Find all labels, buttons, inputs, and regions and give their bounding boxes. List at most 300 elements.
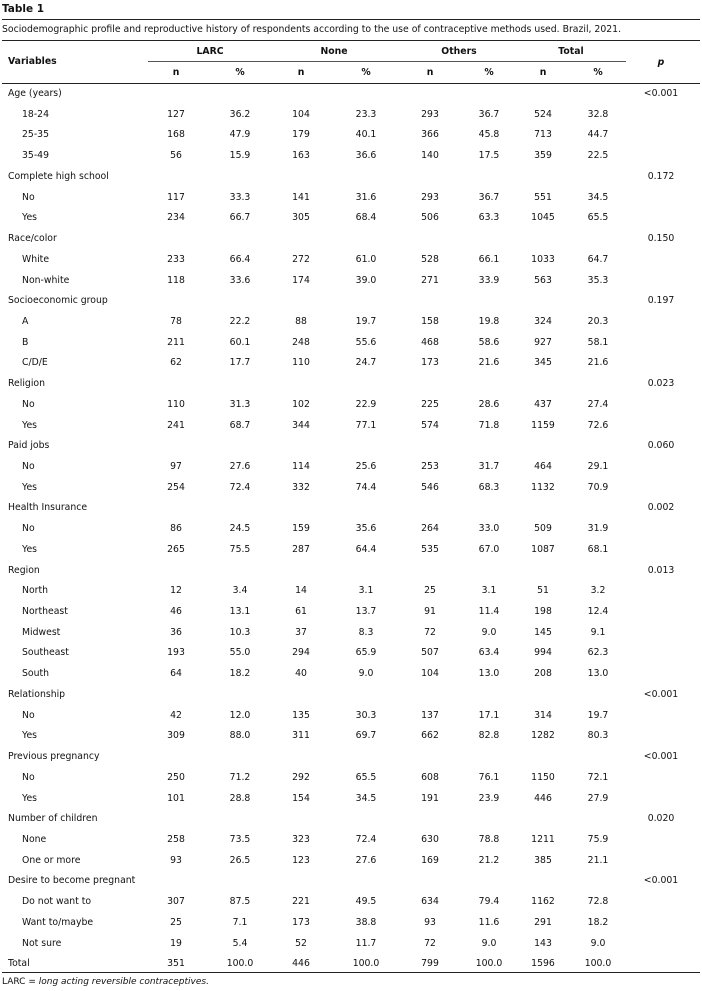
percent-cell: 15.9 bbox=[229, 150, 251, 162]
count-cell: 168 bbox=[167, 129, 185, 141]
count-cell: 332 bbox=[292, 481, 310, 493]
percent-cell: 18.2 bbox=[587, 916, 609, 928]
percent-cell: 72.6 bbox=[587, 419, 609, 431]
group-header-none: None bbox=[320, 46, 348, 57]
count-cell: 254 bbox=[167, 481, 185, 493]
percent-cell: 72.8 bbox=[587, 896, 609, 908]
percent-cell: 40.1 bbox=[355, 129, 377, 141]
count-cell: 110 bbox=[167, 398, 185, 410]
row-label: C/D/E bbox=[22, 357, 48, 369]
bottom-rule bbox=[2, 972, 700, 973]
percent-cell: 33.6 bbox=[229, 274, 251, 286]
percent-cell: 33.0 bbox=[478, 523, 500, 535]
count-cell: 234 bbox=[167, 212, 185, 224]
category-label: Paid jobs bbox=[8, 440, 50, 452]
row-label: No bbox=[22, 709, 35, 721]
percent-cell: 23.9 bbox=[478, 792, 500, 804]
row-label: Northeast bbox=[22, 606, 68, 617]
percent-cell: 20.3 bbox=[587, 315, 609, 327]
percent-cell: 27.6 bbox=[229, 461, 251, 472]
subheader-n: n bbox=[172, 67, 180, 78]
percent-cell: 33.9 bbox=[478, 274, 500, 286]
percent-cell: 58.1 bbox=[587, 336, 609, 348]
count-cell: 291 bbox=[534, 916, 552, 928]
category-label: Socioeconomic group bbox=[8, 295, 108, 307]
percent-cell: 18.2 bbox=[229, 668, 251, 680]
percent-cell: 69.7 bbox=[355, 730, 377, 742]
percent-cell: 13.1 bbox=[229, 606, 251, 617]
percent-cell: 23.3 bbox=[355, 108, 377, 120]
category-label: Relationship bbox=[8, 688, 66, 700]
percent-cell: 49.5 bbox=[355, 896, 377, 908]
percent-cell: 3.2 bbox=[590, 585, 606, 597]
row-label: Yes bbox=[22, 419, 38, 431]
percent-cell: 21.6 bbox=[478, 357, 500, 369]
p-value: <0.001 bbox=[643, 751, 679, 762]
count-cell: 323 bbox=[292, 833, 310, 845]
percent-cell: 55.6 bbox=[355, 336, 377, 348]
count-cell: 506 bbox=[421, 212, 439, 224]
count-cell: 25 bbox=[170, 916, 182, 928]
count-cell: 314 bbox=[534, 709, 552, 721]
percent-cell: 13.0 bbox=[478, 668, 500, 680]
percent-cell: 35.3 bbox=[587, 274, 609, 286]
percent-cell: 31.9 bbox=[587, 523, 609, 535]
count-cell: 51 bbox=[537, 585, 549, 597]
count-cell: 464 bbox=[534, 461, 552, 472]
percent-cell: 31.6 bbox=[355, 191, 377, 203]
percent-cell: 26.5 bbox=[229, 854, 251, 866]
count-cell: 86 bbox=[170, 523, 182, 535]
percent-cell: 10.3 bbox=[229, 626, 251, 638]
row-label: 18-24 bbox=[22, 108, 50, 120]
count-cell: 574 bbox=[421, 419, 439, 431]
percent-cell: 62.3 bbox=[587, 647, 609, 659]
count-cell: 143 bbox=[534, 937, 552, 949]
percent-cell: 65.5 bbox=[355, 771, 377, 783]
count-cell: 713 bbox=[534, 129, 552, 141]
percent-cell: 45.8 bbox=[478, 129, 500, 141]
count-cell: 608 bbox=[421, 771, 439, 783]
count-cell: 1159 bbox=[531, 419, 555, 431]
p-value: <0.001 bbox=[643, 88, 679, 99]
count-cell: 179 bbox=[292, 129, 310, 141]
percent-cell: 27.4 bbox=[587, 398, 609, 410]
count-cell: 118 bbox=[167, 274, 185, 286]
percent-cell: 21.6 bbox=[587, 357, 609, 369]
percent-cell: 29.1 bbox=[587, 461, 609, 472]
percent-cell: 17.5 bbox=[478, 150, 500, 162]
row-label: No bbox=[22, 523, 35, 535]
variables-header: Variables bbox=[8, 56, 57, 67]
count-cell: 61 bbox=[295, 606, 307, 617]
percent-cell: 77.1 bbox=[355, 419, 377, 431]
count-cell: 193 bbox=[167, 647, 185, 659]
count-cell: 634 bbox=[421, 896, 439, 908]
percent-cell: 9.0 bbox=[481, 937, 497, 949]
percent-cell: 74.4 bbox=[355, 481, 377, 493]
count-cell: 662 bbox=[421, 730, 439, 742]
category-label: Region bbox=[8, 564, 40, 576]
count-cell: 366 bbox=[421, 129, 439, 141]
count-cell: 137 bbox=[421, 709, 439, 721]
percent-cell: 25.6 bbox=[355, 461, 377, 472]
percent-cell: 34.5 bbox=[355, 792, 377, 804]
table-footnote bbox=[2, 977, 209, 987]
count-cell: 52 bbox=[295, 937, 307, 949]
header-subrule bbox=[148, 61, 626, 62]
count-cell: 191 bbox=[421, 792, 439, 804]
count-cell: 173 bbox=[421, 357, 439, 369]
count-cell: 248 bbox=[292, 336, 310, 348]
percent-cell: 34.5 bbox=[587, 191, 609, 203]
row-label: South bbox=[22, 668, 50, 680]
percent-cell: 67.0 bbox=[478, 543, 500, 555]
category-label: Previous pregnancy bbox=[8, 751, 100, 762]
percent-cell: 72.4 bbox=[355, 833, 377, 845]
percent-cell: 66.4 bbox=[229, 253, 251, 265]
count-cell: 173 bbox=[292, 916, 310, 928]
row-label: Yes bbox=[22, 481, 38, 493]
percent-cell: 21.1 bbox=[587, 854, 609, 866]
percent-cell: 12.0 bbox=[229, 709, 251, 721]
percent-cell: 9.0 bbox=[358, 668, 374, 680]
row-label: None bbox=[22, 833, 47, 845]
percent-cell: 3.4 bbox=[232, 585, 248, 597]
count-cell: 258 bbox=[167, 833, 185, 845]
count-cell: 37 bbox=[295, 626, 307, 638]
count-cell: 528 bbox=[421, 253, 439, 265]
footnote-abbreviation: LARC = bbox=[2, 977, 39, 987]
percent-cell: 75.9 bbox=[587, 833, 609, 845]
percent-cell: 11.7 bbox=[355, 937, 377, 949]
count-cell: 25 bbox=[424, 585, 436, 597]
category-label: Race/color bbox=[8, 233, 57, 244]
row-label: B bbox=[22, 336, 29, 348]
percent-cell: 80.3 bbox=[587, 730, 609, 742]
count-cell: 446 bbox=[292, 958, 310, 970]
percent-cell: 22.5 bbox=[587, 150, 609, 162]
percent-cell: 32.8 bbox=[587, 108, 609, 120]
percent-cell: 31.3 bbox=[229, 398, 251, 410]
count-cell: 102 bbox=[292, 398, 310, 410]
count-cell: 309 bbox=[167, 730, 185, 742]
count-cell: 351 bbox=[167, 958, 185, 970]
percent-cell: 72.1 bbox=[587, 771, 609, 783]
count-cell: 93 bbox=[424, 916, 436, 928]
count-cell: 208 bbox=[534, 668, 552, 680]
row-label: Yes bbox=[22, 792, 38, 804]
category-label: Age (years) bbox=[8, 88, 62, 99]
row-label: North bbox=[22, 585, 49, 597]
count-cell: 345 bbox=[534, 357, 552, 369]
count-cell: 437 bbox=[534, 398, 552, 410]
percent-cell: 87.5 bbox=[229, 896, 251, 908]
count-cell: 265 bbox=[167, 543, 185, 555]
row-label: Yes bbox=[22, 730, 38, 742]
count-cell: 104 bbox=[421, 668, 439, 680]
category-label: Number of children bbox=[8, 813, 98, 825]
row-label: White bbox=[22, 253, 50, 265]
header-bottom-rule bbox=[2, 83, 700, 84]
count-cell: 305 bbox=[292, 212, 310, 224]
percent-cell: 100.0 bbox=[352, 958, 380, 970]
percent-cell: 66.7 bbox=[229, 212, 251, 224]
count-cell: 507 bbox=[421, 647, 439, 659]
count-cell: 264 bbox=[421, 523, 439, 535]
count-cell: 994 bbox=[534, 647, 552, 659]
table-title: Table 1 bbox=[2, 3, 45, 15]
count-cell: 91 bbox=[424, 606, 436, 617]
count-cell: 509 bbox=[534, 523, 552, 535]
row-label: Want to/maybe bbox=[22, 916, 94, 928]
count-cell: 145 bbox=[534, 626, 552, 638]
percent-cell: 100.0 bbox=[475, 958, 503, 970]
percent-cell: 60.1 bbox=[229, 336, 251, 348]
percent-cell: 31.7 bbox=[478, 461, 500, 472]
subheader-n: n bbox=[426, 67, 434, 78]
count-cell: 311 bbox=[292, 730, 310, 742]
percent-cell: 35.6 bbox=[355, 523, 377, 535]
category-label: Complete high school bbox=[8, 170, 109, 182]
percent-cell: 36.7 bbox=[478, 108, 500, 120]
p-value-header: p bbox=[657, 57, 665, 68]
row-label: No bbox=[22, 461, 35, 472]
percent-cell: 68.4 bbox=[355, 212, 377, 224]
count-cell: 294 bbox=[292, 647, 310, 659]
p-value: <0.001 bbox=[643, 688, 679, 700]
percent-cell: 70.9 bbox=[587, 481, 609, 493]
percent-cell: 5.4 bbox=[232, 937, 248, 949]
subheader-n: n bbox=[297, 67, 305, 78]
header-top-rule bbox=[2, 40, 700, 41]
percent-cell: 27.9 bbox=[587, 792, 609, 804]
percent-cell: 24.7 bbox=[355, 357, 377, 369]
count-cell: 1033 bbox=[531, 253, 555, 265]
percent-cell: 58.6 bbox=[478, 336, 500, 348]
percent-cell: 30.3 bbox=[355, 709, 377, 721]
count-cell: 140 bbox=[421, 150, 439, 162]
percent-cell: 76.1 bbox=[478, 771, 500, 783]
count-cell: 114 bbox=[292, 461, 310, 472]
subheader-pct: % bbox=[361, 67, 371, 78]
percent-cell: 9.1 bbox=[590, 626, 606, 638]
count-cell: 563 bbox=[534, 274, 552, 286]
row-label: Non-white bbox=[22, 274, 70, 286]
count-cell: 40 bbox=[295, 668, 307, 680]
count-cell: 141 bbox=[292, 191, 310, 203]
count-cell: 135 bbox=[292, 709, 310, 721]
count-cell: 36 bbox=[170, 626, 182, 638]
percent-cell: 11.4 bbox=[478, 606, 500, 617]
row-label: Yes bbox=[22, 212, 38, 224]
percent-cell: 68.3 bbox=[478, 481, 500, 493]
count-cell: 1282 bbox=[531, 730, 555, 742]
row-label: Midwest bbox=[22, 626, 61, 638]
count-cell: 12 bbox=[170, 585, 182, 597]
total-label: Total bbox=[8, 958, 30, 970]
footnote-text: long acting reversible contraceptives. bbox=[38, 977, 209, 987]
count-cell: 385 bbox=[534, 854, 552, 866]
p-value: 0.060 bbox=[647, 440, 675, 452]
percent-cell: 61.0 bbox=[355, 253, 377, 265]
row-label: 25-35 bbox=[22, 129, 50, 141]
count-cell: 344 bbox=[292, 419, 310, 431]
count-cell: 14 bbox=[295, 585, 307, 597]
count-cell: 524 bbox=[534, 108, 552, 120]
count-cell: 169 bbox=[421, 854, 439, 866]
row-label: No bbox=[22, 398, 35, 410]
count-cell: 123 bbox=[292, 854, 310, 866]
count-cell: 1132 bbox=[531, 481, 555, 493]
percent-cell: 68.1 bbox=[587, 543, 609, 555]
count-cell: 1150 bbox=[531, 771, 555, 783]
percent-cell: 19.8 bbox=[478, 315, 500, 327]
category-label: Desire to become pregnant bbox=[8, 875, 136, 887]
count-cell: 62 bbox=[170, 357, 182, 369]
count-cell: 97 bbox=[170, 461, 182, 472]
subheader-pct: % bbox=[484, 67, 494, 78]
count-cell: 1162 bbox=[531, 896, 555, 908]
percent-cell: 3.1 bbox=[358, 585, 374, 597]
top-rule bbox=[2, 19, 700, 20]
count-cell: 159 bbox=[292, 523, 310, 535]
count-cell: 293 bbox=[421, 191, 439, 203]
count-cell: 241 bbox=[167, 419, 185, 431]
count-cell: 198 bbox=[534, 606, 552, 617]
count-cell: 272 bbox=[292, 253, 310, 265]
percent-cell: 13.7 bbox=[355, 606, 377, 617]
group-header-total: Total bbox=[558, 46, 584, 57]
p-value: 0.013 bbox=[647, 564, 675, 576]
count-cell: 446 bbox=[534, 792, 552, 804]
percent-cell: 71.2 bbox=[229, 771, 251, 783]
p-value: 0.023 bbox=[647, 378, 675, 390]
count-cell: 927 bbox=[534, 336, 552, 348]
count-cell: 551 bbox=[534, 191, 552, 203]
percent-cell: 75.5 bbox=[229, 543, 251, 555]
row-label: One or more bbox=[22, 854, 81, 866]
percent-cell: 22.2 bbox=[229, 315, 251, 327]
percent-cell: 17.1 bbox=[478, 709, 500, 721]
count-cell: 359 bbox=[534, 150, 552, 162]
count-cell: 293 bbox=[421, 108, 439, 120]
row-label: Not sure bbox=[22, 937, 62, 949]
percent-cell: 71.8 bbox=[478, 419, 500, 431]
count-cell: 324 bbox=[534, 315, 552, 327]
percent-cell: 28.6 bbox=[478, 398, 500, 410]
percent-cell: 73.5 bbox=[229, 833, 251, 845]
count-cell: 72 bbox=[424, 937, 436, 949]
count-cell: 56 bbox=[170, 150, 182, 162]
percent-cell: 33.3 bbox=[229, 191, 251, 203]
count-cell: 158 bbox=[421, 315, 439, 327]
count-cell: 233 bbox=[167, 253, 185, 265]
percent-cell: 82.8 bbox=[478, 730, 500, 742]
p-value: 0.150 bbox=[647, 233, 675, 244]
count-cell: 225 bbox=[421, 398, 439, 410]
row-label: Yes bbox=[22, 543, 38, 555]
row-label: No bbox=[22, 771, 35, 783]
count-cell: 292 bbox=[292, 771, 310, 783]
row-label: A bbox=[22, 315, 29, 327]
percent-cell: 36.6 bbox=[355, 150, 377, 162]
row-label: 35-49 bbox=[22, 150, 50, 162]
percent-cell: 88.0 bbox=[229, 730, 251, 742]
percent-cell: 9.0 bbox=[481, 626, 497, 638]
percent-cell: 11.6 bbox=[478, 916, 500, 928]
percent-cell: 68.7 bbox=[229, 419, 251, 431]
count-cell: 88 bbox=[295, 315, 307, 327]
percent-cell: 38.8 bbox=[355, 916, 377, 928]
count-cell: 42 bbox=[170, 709, 182, 721]
percent-cell: 27.6 bbox=[355, 854, 377, 866]
count-cell: 46 bbox=[170, 606, 182, 617]
count-cell: 468 bbox=[421, 336, 439, 348]
percent-cell: 63.4 bbox=[478, 647, 500, 659]
group-header-larc: LARC bbox=[196, 46, 224, 57]
percent-cell: 36.2 bbox=[229, 108, 251, 120]
percent-cell: 7.1 bbox=[232, 916, 248, 928]
percent-cell: 28.8 bbox=[229, 792, 251, 804]
percent-cell: 55.0 bbox=[229, 647, 251, 659]
percent-cell: 79.4 bbox=[478, 896, 500, 908]
percent-cell: 100.0 bbox=[584, 958, 612, 970]
count-cell: 1087 bbox=[531, 543, 555, 555]
count-cell: 127 bbox=[167, 108, 185, 120]
subheader-pct: % bbox=[235, 67, 245, 78]
count-cell: 307 bbox=[167, 896, 185, 908]
count-cell: 546 bbox=[421, 481, 439, 493]
p-value: 0.002 bbox=[647, 502, 675, 514]
table-caption: Sociodemographic profile and reproductive history of respondents according to the use of contraceptive methods used. Brazil, 2021. bbox=[2, 24, 622, 35]
count-cell: 117 bbox=[167, 191, 185, 203]
category-label: Religion bbox=[8, 378, 45, 390]
group-header-others: Others bbox=[441, 46, 477, 57]
p-value: 0.020 bbox=[647, 813, 675, 825]
percent-cell: 24.5 bbox=[229, 523, 251, 535]
count-cell: 154 bbox=[292, 792, 310, 804]
percent-cell: 66.1 bbox=[478, 253, 500, 265]
count-cell: 250 bbox=[167, 771, 185, 783]
count-cell: 64 bbox=[170, 668, 182, 680]
category-label: Health Insurance bbox=[8, 502, 88, 514]
percent-cell: 65.5 bbox=[587, 212, 609, 224]
percent-cell: 64.4 bbox=[355, 543, 377, 555]
count-cell: 104 bbox=[292, 108, 310, 120]
count-cell: 1045 bbox=[531, 212, 555, 224]
row-label: No bbox=[22, 191, 35, 203]
percent-cell: 100.0 bbox=[226, 958, 254, 970]
count-cell: 630 bbox=[421, 833, 439, 845]
count-cell: 78 bbox=[170, 315, 182, 327]
count-cell: 1596 bbox=[531, 958, 555, 970]
count-cell: 1211 bbox=[531, 833, 555, 845]
percent-cell: 19.7 bbox=[587, 709, 609, 721]
row-label: Do not want to bbox=[22, 896, 92, 908]
count-cell: 211 bbox=[167, 336, 185, 348]
count-cell: 110 bbox=[292, 357, 310, 369]
percent-cell: 36.7 bbox=[478, 191, 500, 203]
p-value: 0.197 bbox=[647, 295, 675, 307]
count-cell: 221 bbox=[292, 896, 310, 908]
percent-cell: 47.9 bbox=[229, 129, 251, 141]
count-cell: 535 bbox=[421, 543, 439, 555]
percent-cell: 44.7 bbox=[587, 129, 609, 141]
count-cell: 271 bbox=[421, 274, 439, 286]
percent-cell: 3.1 bbox=[481, 585, 497, 597]
percent-cell: 64.7 bbox=[587, 253, 609, 265]
